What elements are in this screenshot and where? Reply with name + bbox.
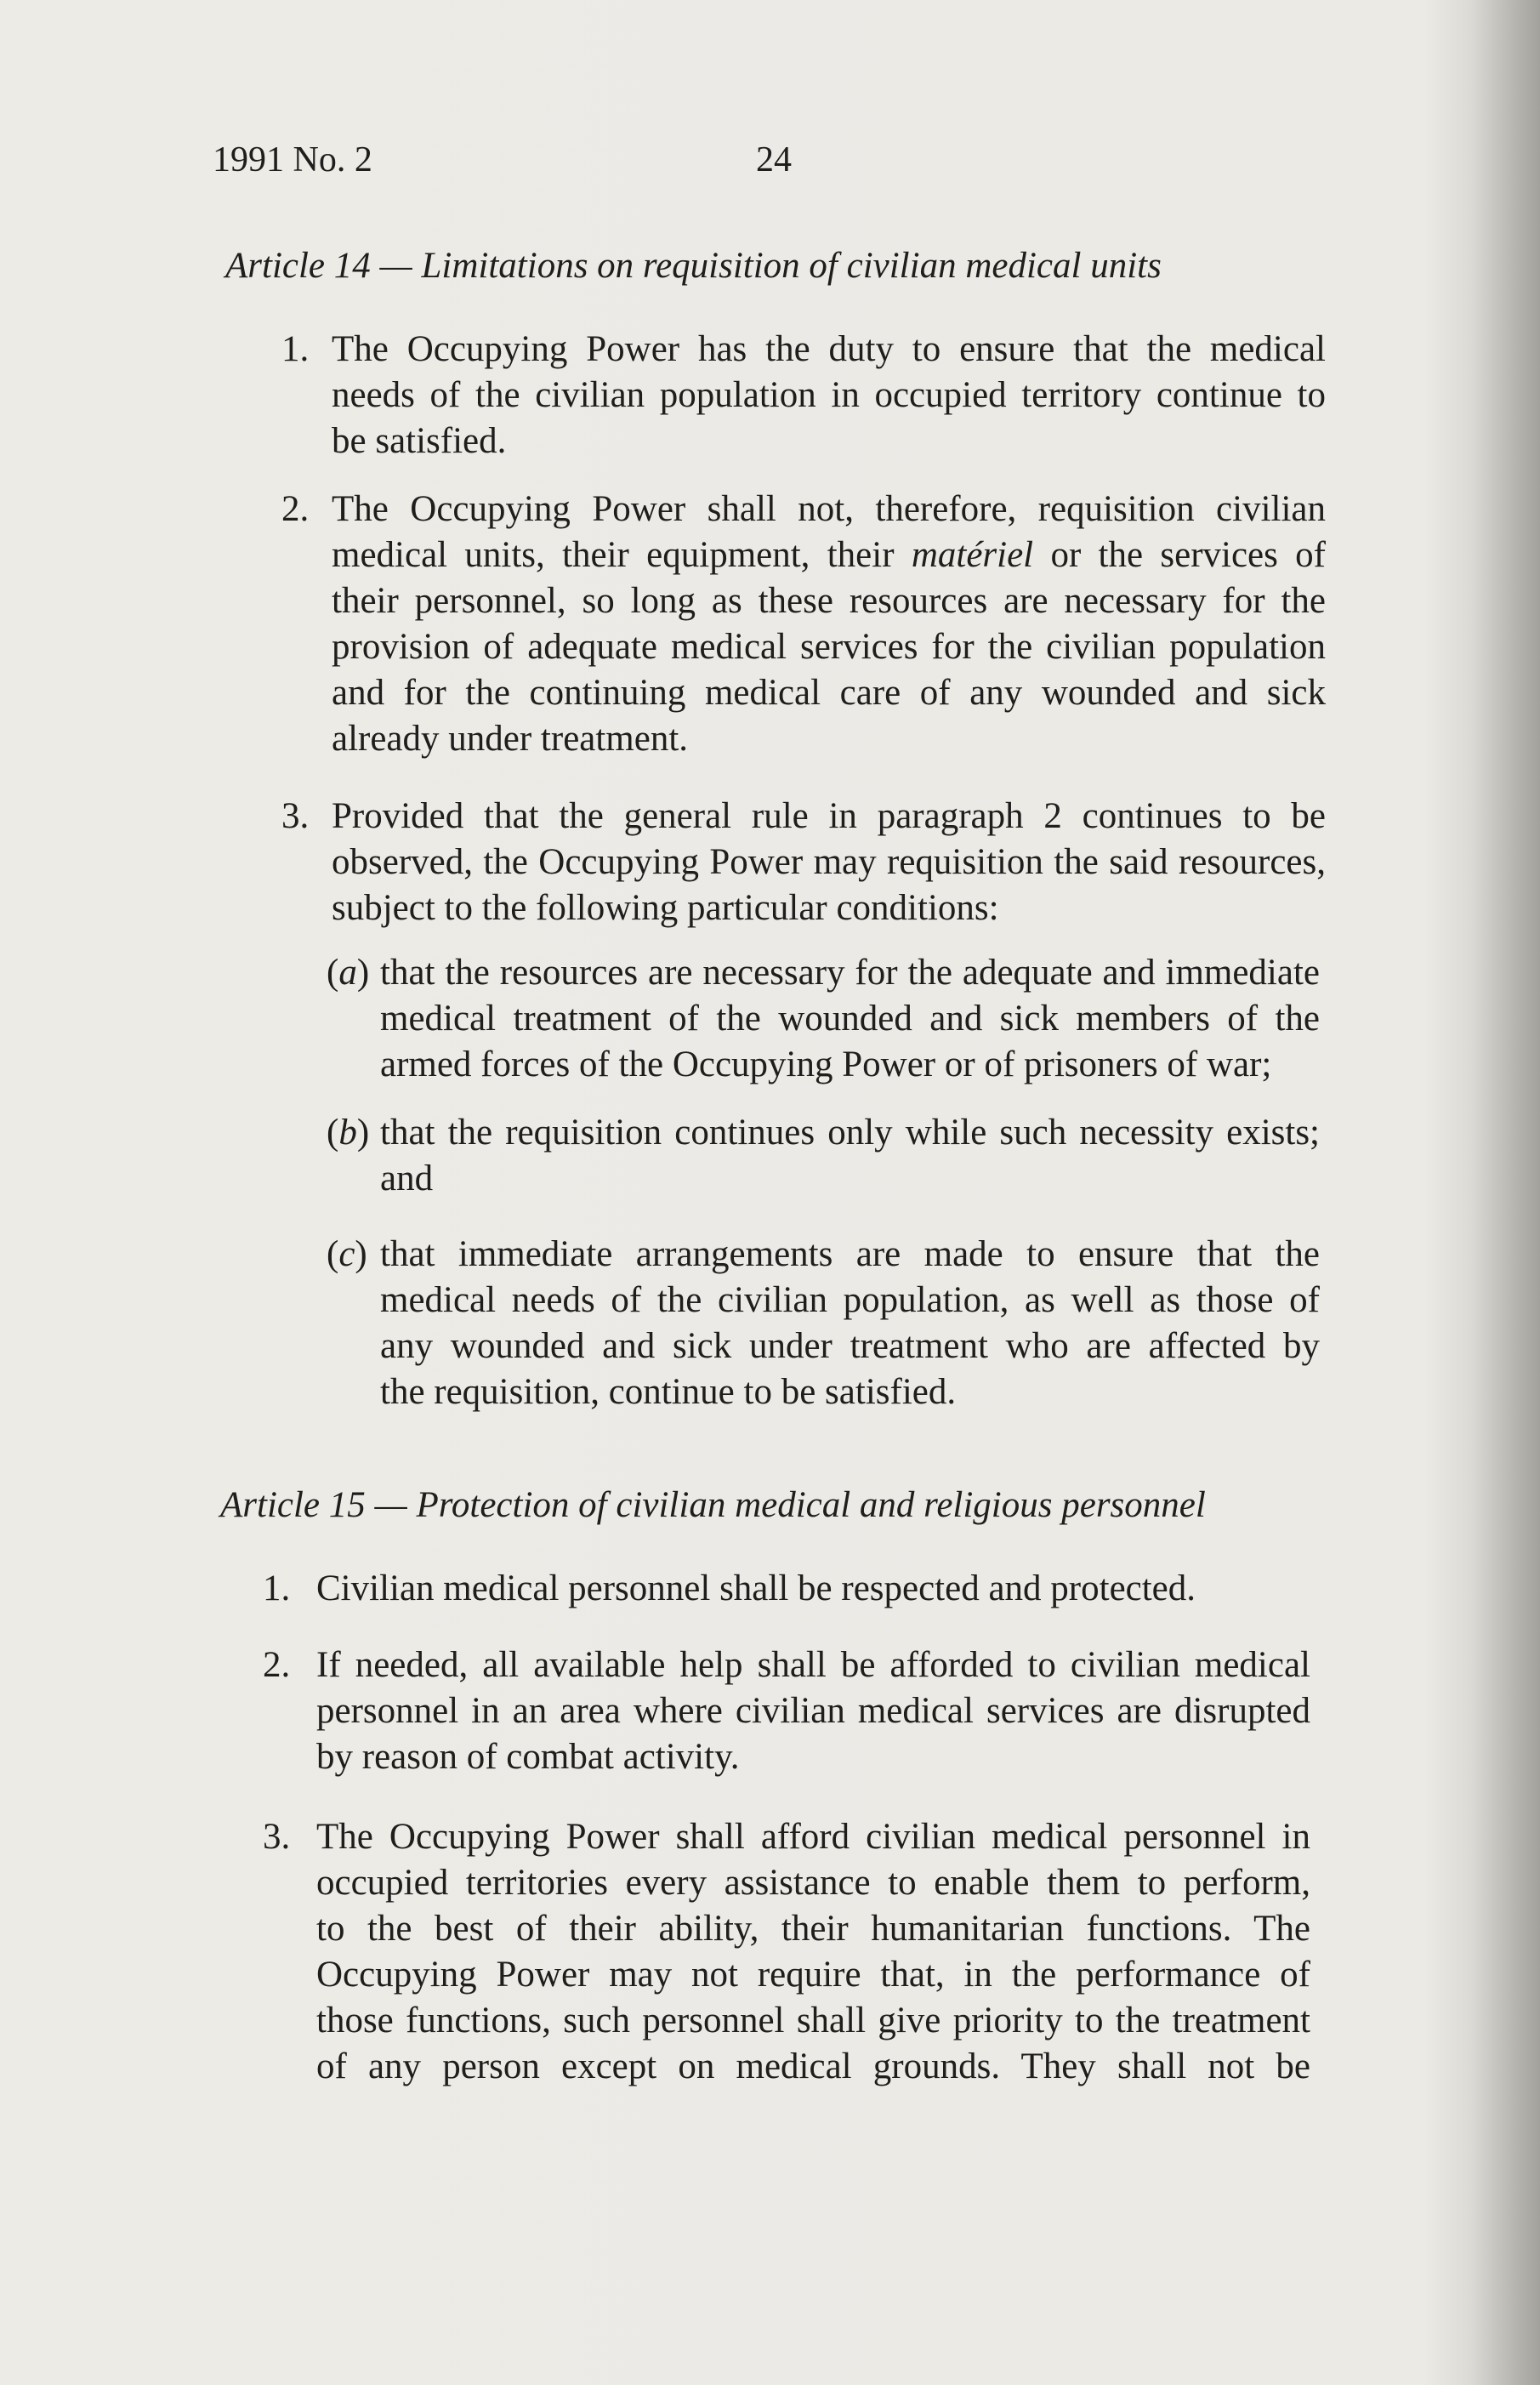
text-line: Provided that the general rule in paragraph 2 continues to be bbox=[332, 796, 1326, 836]
text-segment: or the services of bbox=[1033, 535, 1326, 575]
label-paren: ) bbox=[356, 1113, 370, 1153]
item-text bbox=[380, 950, 1320, 1088]
text-line: provision of adequate medical services for the civilian population bbox=[332, 627, 1326, 667]
paragraph-text bbox=[316, 1642, 1310, 1780]
page-number: 24 bbox=[756, 140, 792, 179]
paragraph-text bbox=[316, 1566, 1310, 1612]
text-line: to the best of their ability, their humanitarian functions. The bbox=[316, 1909, 1310, 1949]
text-line: The Occupying Power has the duty to ensure that the medical bbox=[332, 329, 1326, 369]
paragraph-number: 3. bbox=[263, 1817, 291, 1857]
text-line: medical treatment of the wounded and sick members of the bbox=[380, 999, 1320, 1039]
paragraph-text bbox=[332, 487, 1326, 762]
text-line: be satisfied. bbox=[332, 421, 507, 461]
italic-term: matériel bbox=[911, 535, 1034, 575]
text-line: and bbox=[380, 1158, 434, 1198]
paragraph-number: 2. bbox=[281, 489, 310, 529]
label-paren: ) bbox=[356, 953, 370, 993]
text-line: that the requisition continues only while such necessity exists; bbox=[380, 1113, 1320, 1153]
text-line: The Occupying Power shall afford civilian medical personnel in bbox=[316, 1817, 1310, 1857]
text-line: their personnel, so long as these resources are necessary for the bbox=[332, 581, 1326, 621]
paragraph-number: 1. bbox=[281, 329, 310, 369]
text-segment: medical units, their equipment, their bbox=[332, 535, 912, 575]
text-line: The Occupying Power shall not, therefore, requisition civilian bbox=[332, 489, 1326, 529]
text-line: Civilian medical personnel shall be respected and protected. bbox=[316, 1568, 1196, 1608]
paragraph-number: 1. bbox=[263, 1568, 291, 1608]
text-line: already under treatment. bbox=[332, 719, 689, 759]
label-paren: ( bbox=[327, 1234, 339, 1274]
text-line bbox=[332, 532, 1326, 578]
text-line: those functions, such personnel shall give priority to the treatment bbox=[316, 2001, 1310, 2041]
text-line: and for the continuing medical care of any wounded and sick bbox=[332, 673, 1326, 713]
text-line: personnel in an area where civilian medical services are disrupted bbox=[316, 1691, 1310, 1731]
item-text bbox=[380, 1110, 1320, 1202]
running-header-year-number: 1991 No. 2 bbox=[213, 140, 372, 179]
item-label bbox=[327, 1110, 369, 1156]
article-14-heading: Article 14 — Limitations on requisition of civilian medical units bbox=[225, 246, 1162, 286]
paragraph-number: 2. bbox=[263, 1645, 291, 1685]
text-line: that the resources are necessary for the adequate and immediate bbox=[380, 953, 1320, 993]
text-line: armed forces of the Occupying Power or of prisoners of war; bbox=[380, 1045, 1272, 1084]
paragraph-text bbox=[332, 327, 1326, 464]
text-line: by reason of combat activity. bbox=[316, 1737, 740, 1777]
label-letter: c bbox=[338, 1234, 355, 1274]
text-line: that immediate arrangements are made to ensure that the bbox=[380, 1234, 1320, 1274]
text-line: occupied territories every assistance to enable them to perform, bbox=[316, 1863, 1310, 1903]
label-paren: ( bbox=[327, 1113, 339, 1153]
paragraph-number: 3. bbox=[281, 796, 310, 836]
paragraph-text bbox=[332, 794, 1326, 931]
item-text bbox=[380, 1232, 1320, 1415]
label-paren: ( bbox=[327, 953, 339, 993]
text-line: of any person except on medical grounds. They shall not be bbox=[316, 2046, 1310, 2086]
text-line: If needed, all available help shall be afforded to civilian medical bbox=[316, 1645, 1310, 1685]
item-label bbox=[327, 950, 369, 996]
label-letter: a bbox=[338, 953, 357, 993]
label-paren: ) bbox=[355, 1234, 367, 1274]
text-line: observed, the Occupying Power may requisition the said resources, bbox=[332, 842, 1326, 882]
article-15-heading: Article 15 — Protection of civilian medical and religious personnel bbox=[220, 1485, 1206, 1525]
text-line: Occupying Power may not require that, in the performance of bbox=[316, 1955, 1310, 1995]
item-label bbox=[327, 1232, 367, 1278]
text-line: the requisition, continue to be satisfied. bbox=[380, 1372, 957, 1412]
paragraph-text bbox=[316, 1814, 1310, 2090]
text-line: needs of the civilian population in occupied territory continue to bbox=[332, 375, 1326, 415]
text-line: subject to the following particular conditions: bbox=[332, 888, 999, 928]
label-letter: b bbox=[338, 1113, 357, 1153]
text-line: any wounded and sick under treatment who are affected by bbox=[380, 1326, 1320, 1366]
text-line: medical needs of the civilian population, as well as those of bbox=[380, 1280, 1320, 1320]
